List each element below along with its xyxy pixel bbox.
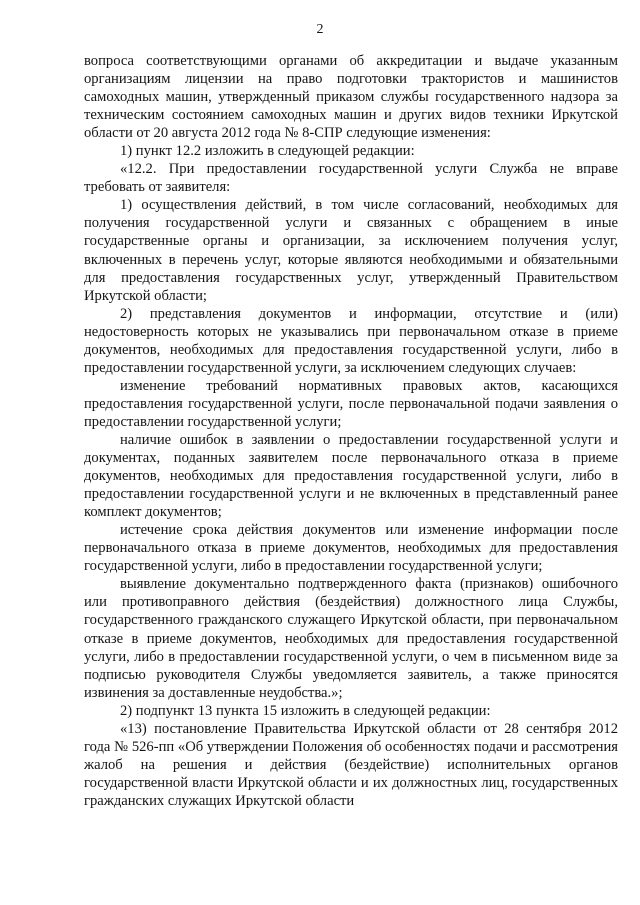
paragraph: 2) подпункт 13 пункта 15 изложить в следующей редакции: — [120, 702, 491, 719]
paragraph: наличие ошибок в заявлении о предоставлении государственной услуги и документах, поданных заявителем после первоначального отказа в приеме документов, необходимых для предоставления государственной услуги, либо в предоставлении государственной услуги и не включенных в представленный ранее комплект документов; — [84, 431, 618, 521]
paragraph: «13) постановление Правительства Иркутской области от 28 сентября 2012 года № 526-пп «Об утверждении Положения об особенностях подачи и рассмотрения жалоб на решения и действия (бездействие) исполнительных органов государственной власти Иркутской области и их должностных лиц, государственных гражданских служащих Иркутской области — [84, 720, 618, 809]
document-body — [84, 52, 618, 810]
paragraph: истечение срока действия документов или изменение информации после первоначального отказа в приеме документов, необходимых для предоставления государственной услуги, либо в предоставлении государственной услуги; — [84, 522, 618, 575]
paragraph: выявление документально подтвержденного факта (признаков) ошибочного или противоправного действия (бездействия) должностного лица Службы, государственного гражданского служащего Иркутской области, при первоначальном отказе в приеме документов, необходимых для предоставления государственной услуги, либо в предоставлении государственной услуги, о чем в письменном виде за подписью руководителя Службы уведомляется заявитель, а также приносятся извинения за доставленные неудобства.»; — [84, 576, 618, 701]
paragraph: 1) осуществления действий, в том числе согласований, необходимых для получения государственной услуги и связанных с обращением в иные государственные органы и организации, за исключением получения услуг, включенных в перечень услуг, которые являются необходимыми и обязательными для предоставления государственных услуг, утвержденный Правительством Иркутской области; — [84, 197, 618, 304]
paragraph: 1) пункт 12.2 изложить в следующей редакции: — [120, 143, 415, 160]
paragraph: «12.2. При предоставлении государственной услуги Служба не вправе требовать от заявителя: — [84, 161, 618, 196]
paragraph: вопроса соответствующими органами об аккредитации и выдаче указанным организациям лицензии на право подготовки трактористов и машинистов самоходных машин, утвержденный приказом службы государственного надзора за техническим состоянием самоходных машин и других видов техники Иркутской области от 20 августа 2012 года № 8-СПР следующие изменения: — [84, 53, 618, 142]
paragraph: изменение требований нормативных правовых актов, касающихся предоставления государственной услуги, после первоначальной подачи заявления о предоставлении государственной услуги; — [84, 377, 618, 430]
paragraph: 2) представления документов и информации, отсутствие и (или) недостоверность которых не указывались при первоначальном отказе в приеме документов, необходимых для предоставления государственной услуги, либо в предоставлении государственной услуги, за исключением следующих случаев: — [84, 305, 618, 376]
page-number: 2 — [316, 22, 324, 37]
